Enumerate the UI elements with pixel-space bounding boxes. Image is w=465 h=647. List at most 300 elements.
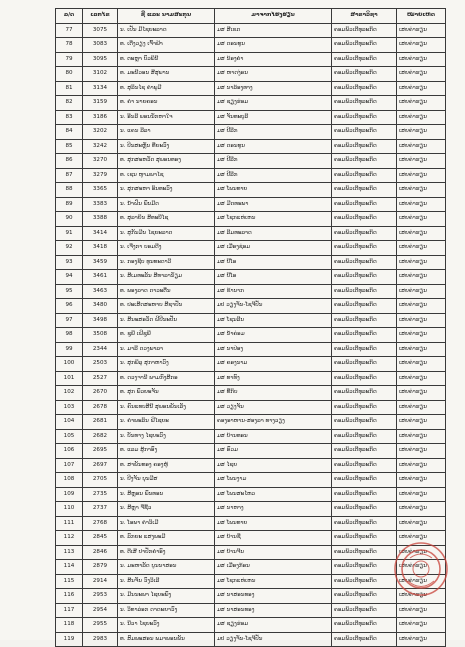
row-number: 108 <box>56 473 83 488</box>
payment-note: ເສຍຄ່າຮຽນ <box>397 603 446 618</box>
school-name: ມສ ໂຊກແຫ່ເຫນ <box>215 574 332 589</box>
table-row <box>56 67 446 82</box>
row-number: 103 <box>56 400 83 415</box>
table-row <box>56 328 446 343</box>
student-code: 3279 <box>83 168 118 183</box>
table-row <box>56 183 446 198</box>
school-name: ມສ ເມືອງກ້ອນ <box>215 560 332 575</box>
school-name: ຄອງອາຫານ-ສອງລາ ທາງວຽງ <box>215 415 332 430</box>
major: ຄອມພິວເຕີທຸລະກິດ <box>332 487 397 502</box>
row-number: 107 <box>56 458 83 473</box>
student-code: 3159 <box>83 96 118 111</box>
major: ຄອມພິວເຕີທຸລະກິດ <box>332 154 397 169</box>
student-code: 3134 <box>83 81 118 96</box>
school-name: ມສ ຈັນທະບູລີ <box>215 110 332 125</box>
major: ຄອມພິວເຕີທຸລະກິດ <box>332 603 397 618</box>
student-name: ທ. ເຊນ ຫູາມພາໄຊ <box>118 168 215 183</box>
student-name: ນ. ສີເມທະລັນ ສີທາລານັຽມ <box>118 270 215 285</box>
row-number: 99 <box>56 342 83 357</box>
student-name: ທ. ສຸກສະຫວັດ ສຸພອນທອງ <box>118 154 215 169</box>
payment-note: ເສຍຄ່າຮຽນ <box>397 502 446 517</box>
school-name: ມສ ບີໂອ <box>215 270 332 285</box>
major: ຄອມພິວເຕີທຸລະກິດ <box>332 255 397 270</box>
row-number: 94 <box>56 270 83 285</box>
student-name: ທ. ຊູພີ ເຝີຊູພີ <box>118 328 215 343</box>
student-code: 3102 <box>83 67 118 82</box>
major: ຄອມພິວເຕີທຸລະກິດ <box>332 183 397 198</box>
student-code: 2670 <box>83 386 118 401</box>
row-number: 113 <box>56 545 83 560</box>
student-code: 3388 <box>83 212 118 227</box>
school-name: ມສ ນາສອນທອງ <box>215 589 332 604</box>
school-name: ມສ ຊຽງຮ່ອມ <box>215 96 332 111</box>
payment-note: ເສຍຄ່າຮຽນ <box>397 618 446 633</box>
student-name: ນ. ສີຫຼາ ຈີ່ຊີ້ວ <box>118 502 215 517</box>
payment-note: ເສຍຄ່າຮຽນ <box>397 444 446 459</box>
student-name: ນ. ວິທາລ່ອກ ດາດະຍາວົງ <box>118 603 215 618</box>
student-roster-table <box>55 8 446 647</box>
student-code: 2846 <box>83 545 118 560</box>
student-name: ນ. ມະຫາລັດ ບູນນາສອນ <box>118 560 215 575</box>
row-number: 106 <box>56 444 83 459</box>
major: ຄອມພິວເຕີທຸລະກິດ <box>332 125 397 140</box>
row-number: 89 <box>56 197 83 212</box>
payment-note: ເສຍຄ່າຮຽນ <box>397 23 446 38</box>
payment-note: ເສຍຄ່າຮຽນ <box>397 458 446 473</box>
student-name: ນ. ອີນລີ ພອນນັກຫາໃຈ <box>118 110 215 125</box>
table-row <box>56 487 446 502</box>
major: ຄອມພິວເຕີທຸລະກິດ <box>332 67 397 82</box>
school-name: ມສ ບີໂອ <box>215 255 332 270</box>
payment-note: ເສຍຄ່າຮຽນ <box>397 168 446 183</box>
school-name: ມສ ບ້ານຈີນ <box>215 545 332 560</box>
table-row <box>56 284 446 299</box>
major: ຄອມພິວເຕີທຸລະກິດ <box>332 342 397 357</box>
payment-note: ເສຍຄ່າຮຽນ <box>397 516 446 531</box>
major: ຄອມພິວເຕີທຸລະກິດ <box>332 429 397 444</box>
student-code: 3383 <box>83 197 118 212</box>
table-row <box>56 429 446 444</box>
student-name: ທ. ປະເສີດສະຫາບ ສີຊາປັນ <box>118 299 215 314</box>
school-name: ມສ ດອນທູນ <box>215 38 332 53</box>
payment-note: ເສຍຄ່າຮຽນ <box>397 125 446 140</box>
table-row <box>56 371 446 386</box>
school-name: ມສ ໂພນສະໄຫວ <box>215 487 332 502</box>
student-name: ນ. ນ້ຳຝົນ ພົນມີດ <box>118 197 215 212</box>
school-name: ມສ ລີມທະລາດ <box>215 226 332 241</box>
student-code: 2678 <box>83 400 118 415</box>
student-name: ນ. ໂອພາ ຄຳວິເມີ <box>118 516 215 531</box>
table-row <box>56 560 446 575</box>
payment-note: ເສຍຄ່າຮຽນ <box>397 632 446 647</box>
major: ຄອມພິວເຕີທຸລະກິດ <box>332 502 397 517</box>
school-name: ມສ ໂຊນລີນ <box>215 313 332 328</box>
student-name: ນ. ມີນນະພາ ໄຊຍະພົງ <box>118 589 215 604</box>
student-name: ທ. ຄຳ ນາຍຄອນ <box>118 96 215 111</box>
school-name: ມສ ວຽງຈັນ <box>215 400 332 415</box>
payment-note: ເສຍຄ່າຮຽນ <box>397 81 446 96</box>
row-number: 110 <box>56 502 83 517</box>
student-code: 3242 <box>83 139 118 154</box>
school-name: ມສ ທີ່ກິບ <box>215 386 332 401</box>
school-name: ມສ ສີເຂດ <box>215 23 332 38</box>
row-number: 100 <box>56 357 83 372</box>
student-code: 3498 <box>83 313 118 328</box>
table-row <box>56 574 446 589</box>
student-code: 3083 <box>83 38 118 53</box>
student-name: ທ. ສຸກ ພົວຍະຈັນ <box>118 386 215 401</box>
school-name: ມສ ທາທົງ <box>215 371 332 386</box>
student-name: ນ. ສີນະສອວັດ ຝີປີນະປັນ <box>118 313 215 328</box>
student-code: 2879 <box>83 560 118 575</box>
major: ຄອມພິວເຕີທຸລະກິດ <box>332 415 397 430</box>
major: ຄອມພິວເຕີທຸລະກິດ <box>332 23 397 38</box>
table-row <box>56 313 446 328</box>
student-code: 2955 <box>83 618 118 633</box>
payment-note: ເສຍຄ່າຮຽນ <box>397 110 446 125</box>
major: ຄອມພິວເຕີທຸລະກິດ <box>332 168 397 183</box>
major: ຄອມພິວເຕີທຸລະກິດ <box>332 473 397 488</box>
payment-note: ເສຍຄ່າຮຽນ <box>397 241 446 256</box>
school-name: ມສ ໂພນທາຍ <box>215 516 332 531</box>
table-row <box>56 357 446 372</box>
major: ຄອມພິວເຕີທຸລະກິດ <box>332 299 397 314</box>
table-row <box>56 168 446 183</box>
row-number: 114 <box>56 560 83 575</box>
major: ຄອມພິວເຕີທຸລະກິດ <box>332 197 397 212</box>
major: ຄອມພິວເຕີທຸລະກິດ <box>332 81 397 96</box>
school-name: ມສ ມີດທະພາ <box>215 197 332 212</box>
student-name: ນ. ປີງຈັນ ບຸນມີສ <box>118 473 215 488</box>
school-name: ມສ ປີລີກ <box>215 125 332 140</box>
roster-body <box>56 23 446 647</box>
student-code: 3461 <box>83 270 118 285</box>
major: ຄອມພິວເຕີທຸລະກິດ <box>332 458 397 473</box>
major: ຄອມພິວເຕີທຸລະກິດ <box>332 632 397 647</box>
major: ຄອມພິວເຕີທຸລະກິດ <box>332 313 397 328</box>
student-code: 2953 <box>83 589 118 604</box>
table-row <box>56 110 446 125</box>
student-name: ທ. ດວງຈານີ ພາມກົງສີກອ <box>118 371 215 386</box>
row-number: 96 <box>56 299 83 314</box>
row-number: 92 <box>56 241 83 256</box>
row-number: 88 <box>56 183 83 198</box>
school-name: ມສ ບ້ານທອນ <box>215 429 332 444</box>
payment-note: ເສຍຄ່າຮຽນ <box>397 270 446 285</box>
student-code: 3095 <box>83 52 118 67</box>
student-code: 2768 <box>83 516 118 531</box>
major: ຄອມພິວເຕີທຸລະກິດ <box>332 139 397 154</box>
payment-note: ເສຍຄ່າຮຽນ <box>397 299 446 314</box>
student-code: 2697 <box>83 458 118 473</box>
payment-note: ເສຍຄ່າຮຽນ <box>397 589 446 604</box>
student-name: ນ. ກອງຊີບ ທູນທະດາວີ <box>118 255 215 270</box>
major: ຄອມພິວເຕີທຸລະກິດ <box>332 284 397 299</box>
payment-note: ເສຍຄ່າຮຽນ <box>397 255 446 270</box>
table-row <box>56 632 446 647</box>
payment-note: ເສຍຄ່າຮຽນ <box>397 386 446 401</box>
table-row <box>56 444 446 459</box>
payment-note: ເສຍຄ່າຮຽນ <box>397 67 446 82</box>
student-code: 3463 <box>83 284 118 299</box>
table-row <box>56 197 446 212</box>
row-number: 102 <box>56 386 83 401</box>
payment-note: ເສຍຄ່າຮຽນ <box>397 52 446 67</box>
student-name: ທ. ເຕີ່ງວຽງ ເຈົ້າຟ້າ <box>118 38 215 53</box>
school-name: ມສ ນາຫາງ <box>215 502 332 517</box>
student-code: 3418 <box>83 241 118 256</box>
school-name: ມສ ຊຽງຮ່ອມ <box>215 618 332 633</box>
student-name: ທ. ແລມ ສູ້ກາອົງ <box>118 444 215 459</box>
row-number: 81 <box>56 81 83 96</box>
school-name: ມສ ເມືອງຊ່ອມ <box>215 241 332 256</box>
payment-note: ເສຍຄ່າຮຽນ <box>397 38 446 53</box>
row-number: 87 <box>56 168 83 183</box>
school-name: ມສ ຫາດງ່ອນ <box>215 67 332 82</box>
major: ຄອມພິວເຕີທຸລະກິດ <box>332 371 397 386</box>
major: ຄອມພິວເຕີທຸລະກິດ <box>332 52 397 67</box>
student-code: 2737 <box>83 502 118 517</box>
school-name: ມສ ໂຊກແຫ່ເຫນ <box>215 212 332 227</box>
student-code: 3459 <box>83 255 118 270</box>
student-name: ທ. ພອງລາດ ດາວະຕື່ນ <box>118 284 215 299</box>
school-name: ມສ ບ້ານຊີ່ <box>215 531 332 546</box>
student-name: ນ. ສຸກພິລຸ ສຸກາຫາວົງ <box>118 357 215 372</box>
major: ຄອມພິວເຕີທຸລະກິດ <box>332 38 397 53</box>
major: ຄອມພິວເຕີທຸລະກິດ <box>332 328 397 343</box>
student-code: 3365 <box>83 183 118 198</box>
row-number: 82 <box>56 96 83 111</box>
major: ຄອມພິວເຕີທຸລະກິດ <box>332 545 397 560</box>
row-number: 91 <box>56 226 83 241</box>
school-name: ມສ ນ້ຳຄ່ອມ <box>215 328 332 343</box>
major: ຄອມພິວເຕີທຸລະກິດ <box>332 226 397 241</box>
row-number: 85 <box>56 139 83 154</box>
school-name: ມສ ປີລີກ <box>215 154 332 169</box>
row-number: 95 <box>56 284 83 299</box>
student-code: 2735 <box>83 487 118 502</box>
header-number: ລ/ດ <box>56 9 83 24</box>
table-row <box>56 603 446 618</box>
school-name: ມປ ວຽງຈັນ-ໂຊຈີປັນ <box>215 632 332 647</box>
major: ຄອມພິວເຕີທຸລະກິດ <box>332 589 397 604</box>
row-number: 93 <box>56 255 83 270</box>
student-name: ນ. ມາລີ ດວງພາລາ <box>118 342 215 357</box>
major: ຄອມພິວເຕີທຸລະກິດ <box>332 444 397 459</box>
school-name: ມສ ໂພນທາຍ <box>215 183 332 198</box>
row-number: 84 <box>56 125 83 140</box>
major: ຄອມພິວເຕີທຸລະກິດ <box>332 618 397 633</box>
student-name: ນ. ປິນສະຫຼັນ ທີ່ຍະວົງ <box>118 139 215 154</box>
row-number: 78 <box>56 38 83 53</box>
major: ຄອມພິວເຕີທຸລະກິດ <box>332 270 397 285</box>
row-number: 117 <box>56 603 83 618</box>
major: ຄອມພິວເຕີທຸລະກິດ <box>332 386 397 401</box>
major: ຄອມພິວເຕີທຸລະກິດ <box>332 400 397 415</box>
table-row <box>56 212 446 227</box>
major: ຄອມພິວເຕີທຸລະກິດ <box>332 96 397 111</box>
table-row <box>56 125 446 140</box>
student-code: 2954 <box>83 603 118 618</box>
student-code: 2983 <box>83 632 118 647</box>
major: ຄອມພິວເຕີທຸລະກິດ <box>332 531 397 546</box>
payment-note: ເສຍຄ່າຮຽນ <box>397 487 446 502</box>
school-name: ມສ ນາລ້ອງທາງ <box>215 81 332 96</box>
major: ຄອມພິວເຕີທຸລະກິດ <box>332 357 397 372</box>
header-row <box>56 9 446 24</box>
student-code: 3508 <box>83 328 118 343</box>
payment-note: ເສຍຄ່າຮຽນ <box>397 574 446 589</box>
payment-note: ເສຍຄ່າຮຽນ <box>397 313 446 328</box>
header-note: ໝາຍເຫດ <box>397 9 446 24</box>
row-number: 105 <box>56 429 83 444</box>
row-number: 119 <box>56 632 83 647</box>
payment-note: ເສຍຄ່າຮຽນ <box>397 96 446 111</box>
table-row <box>56 516 446 531</box>
student-code: 2845 <box>83 531 118 546</box>
table-row <box>56 589 446 604</box>
school-name: ມປ ວຽງຈັນ-ໂຊຈີປັນ <box>215 299 332 314</box>
school-name: ມສ ປີລີກ <box>215 168 332 183</box>
row-number: 90 <box>56 212 83 227</box>
row-number: 83 <box>56 110 83 125</box>
official-seal-stamp <box>392 540 450 598</box>
table-row <box>56 96 446 111</box>
payment-note: ເສຍຄ່າຮຽນ <box>397 328 446 343</box>
student-code: 2682 <box>83 429 118 444</box>
student-name: ນ. ແຄນ ລີລາ <box>118 125 215 140</box>
row-number: 112 <box>56 531 83 546</box>
school-name: ມສ ໂພນງາມ <box>215 473 332 488</box>
row-number: 101 <box>56 371 83 386</box>
student-name: ນ. ຄຳພະລິນ ຝີໄຊຍະ <box>118 415 215 430</box>
table-row <box>56 502 446 517</box>
student-code: 3270 <box>83 154 118 169</box>
student-code: 3480 <box>83 299 118 314</box>
school-name: ມສ ໄຊຍ <box>215 458 332 473</box>
student-name: ນ. ສູກັນມີນ ໄຊຍະລາດ <box>118 226 215 241</box>
student-code: 3186 <box>83 110 118 125</box>
row-number: 111 <box>56 516 83 531</box>
table-row <box>56 52 446 67</box>
student-name: ນ. ເປັນ ມີໄຊຍະລາດ <box>118 23 215 38</box>
payment-note: ເສຍຄ່າຮຽນ <box>397 284 446 299</box>
student-name: ທ. ສຸລາຍິນ ສີທະບີໄຊ <box>118 212 215 227</box>
school-name: ມສ ຄອງນາມ <box>215 357 332 372</box>
payment-note: ເສຍຄ່າຮຽນ <box>397 415 446 430</box>
major: ຄອມພິວເຕີທຸລະກິດ <box>332 560 397 575</box>
payment-note: ເສຍຄ່າຮຽນ <box>397 154 446 169</box>
row-number: 86 <box>56 154 83 169</box>
payment-note: ເສຍຄ່າຮຽນ <box>397 531 446 546</box>
row-number: 98 <box>56 328 83 343</box>
row-number: 97 <box>56 313 83 328</box>
table-row <box>56 154 446 169</box>
table-row <box>56 618 446 633</box>
table-row <box>56 139 446 154</box>
school-name: ມສ ນ້ອງຄຳ <box>215 52 332 67</box>
student-name: ທ. ມະນີວອນ ສີສຸພານ <box>118 67 215 82</box>
student-code: 2344 <box>83 342 118 357</box>
payment-note: ເສຍຄ່າຮຽນ <box>397 226 446 241</box>
row-number: 80 <box>56 67 83 82</box>
student-code: 2695 <box>83 444 118 459</box>
table-row <box>56 255 446 270</box>
student-name: ທ. ຕີເສີ ປາປັກຄຳອົງ <box>118 545 215 560</box>
payment-note: ເສຍຄ່າຮຽນ <box>397 371 446 386</box>
row-number: 115 <box>56 574 83 589</box>
row-number: 109 <box>56 487 83 502</box>
payment-note: ເສຍຄ່າຮຽນ <box>397 342 446 357</box>
student-code: 2914 <box>83 574 118 589</box>
student-name: ນ. ສີນຈັນ ວົງວິເລີ <box>118 574 215 589</box>
major: ຄອມພິວເຕີທຸລະກິດ <box>332 212 397 227</box>
student-code: 2527 <box>83 371 118 386</box>
table-row <box>56 299 446 314</box>
major: ຄອມພິວເຕີທຸລະກິດ <box>332 574 397 589</box>
student-name: ນ. ເຈີ່ງກາ ບອມດີງ <box>118 241 215 256</box>
school-name: ມສ ນາປ່ອງ <box>215 342 332 357</box>
student-code: 3202 <box>83 125 118 140</box>
table-row <box>56 386 446 401</box>
student-name: ນ. ສີຫຼອນ ພົນທອນ <box>118 487 215 502</box>
student-name: ນ. ສຸກສະຫາ ອິນທະວົງ <box>118 183 215 198</box>
table-row <box>56 241 446 256</box>
major: ຄອມພິວເຕີທຸລະກິດ <box>332 516 397 531</box>
student-code: 2705 <box>83 473 118 488</box>
student-code: 2681 <box>83 415 118 430</box>
student-name: ທ. ສາພັນທອງ ຄອງຫູ້ <box>118 458 215 473</box>
row-number: 104 <box>56 415 83 430</box>
row-number: 118 <box>56 618 83 633</box>
payment-note: ເສຍຄ່າຮຽນ <box>397 183 446 198</box>
student-name: ທ. ສົມພະສອນ ພມາພອນພັນ <box>118 632 215 647</box>
table-row <box>56 415 446 430</box>
row-number: 116 <box>56 589 83 604</box>
table-row <box>56 458 446 473</box>
student-code: 3075 <box>83 23 118 38</box>
table-row <box>56 226 446 241</box>
row-number: 77 <box>56 23 83 38</box>
school-name: ມສ ຂ້ານາກ <box>215 284 332 299</box>
table-row <box>56 81 446 96</box>
payment-note: ເສຍຄ່າຮຽນ <box>397 560 446 575</box>
table-row <box>56 342 446 357</box>
table-row <box>56 400 446 415</box>
student-name: ທ. ຕະຫຼາ ບົວພິນີ <box>118 52 215 67</box>
school-name: ມສ ນາສອນທອງ <box>215 603 332 618</box>
table-row <box>56 531 446 546</box>
payment-note: ເສຍຄ່າຮຽນ <box>397 197 446 212</box>
student-name: ນ. ບັນທາງ ໄຊຍະວົງ <box>118 429 215 444</box>
table-row <box>56 38 446 53</box>
payment-note: ເສຍຄ່າຮຽນ <box>397 473 446 488</box>
student-code: 2503 <box>83 357 118 372</box>
payment-note: ເສຍຄ່າຮຽນ <box>397 212 446 227</box>
payment-note: ເສຍຄ່າຮຽນ <box>397 429 446 444</box>
major: ຄອມພິວເຕີທຸລະກິດ <box>332 241 397 256</box>
table-row <box>56 545 446 560</box>
header-major: ສາຂາວິຊາ <box>332 9 397 24</box>
student-code: 3414 <box>83 226 118 241</box>
table-row <box>56 270 446 285</box>
row-number: 79 <box>56 52 83 67</box>
payment-note: ເສຍຄ່າຮຽນ <box>397 357 446 372</box>
table-row <box>56 473 446 488</box>
student-name: ທ. ສຸລິນໄຊ ຄຳພູມີ <box>118 81 215 96</box>
school-name: ມສ ດອນທູນ <box>215 139 332 154</box>
student-name: ນ. ຄົນແທບສີນີ ສຸພອນພັນເລັງ <box>118 400 215 415</box>
